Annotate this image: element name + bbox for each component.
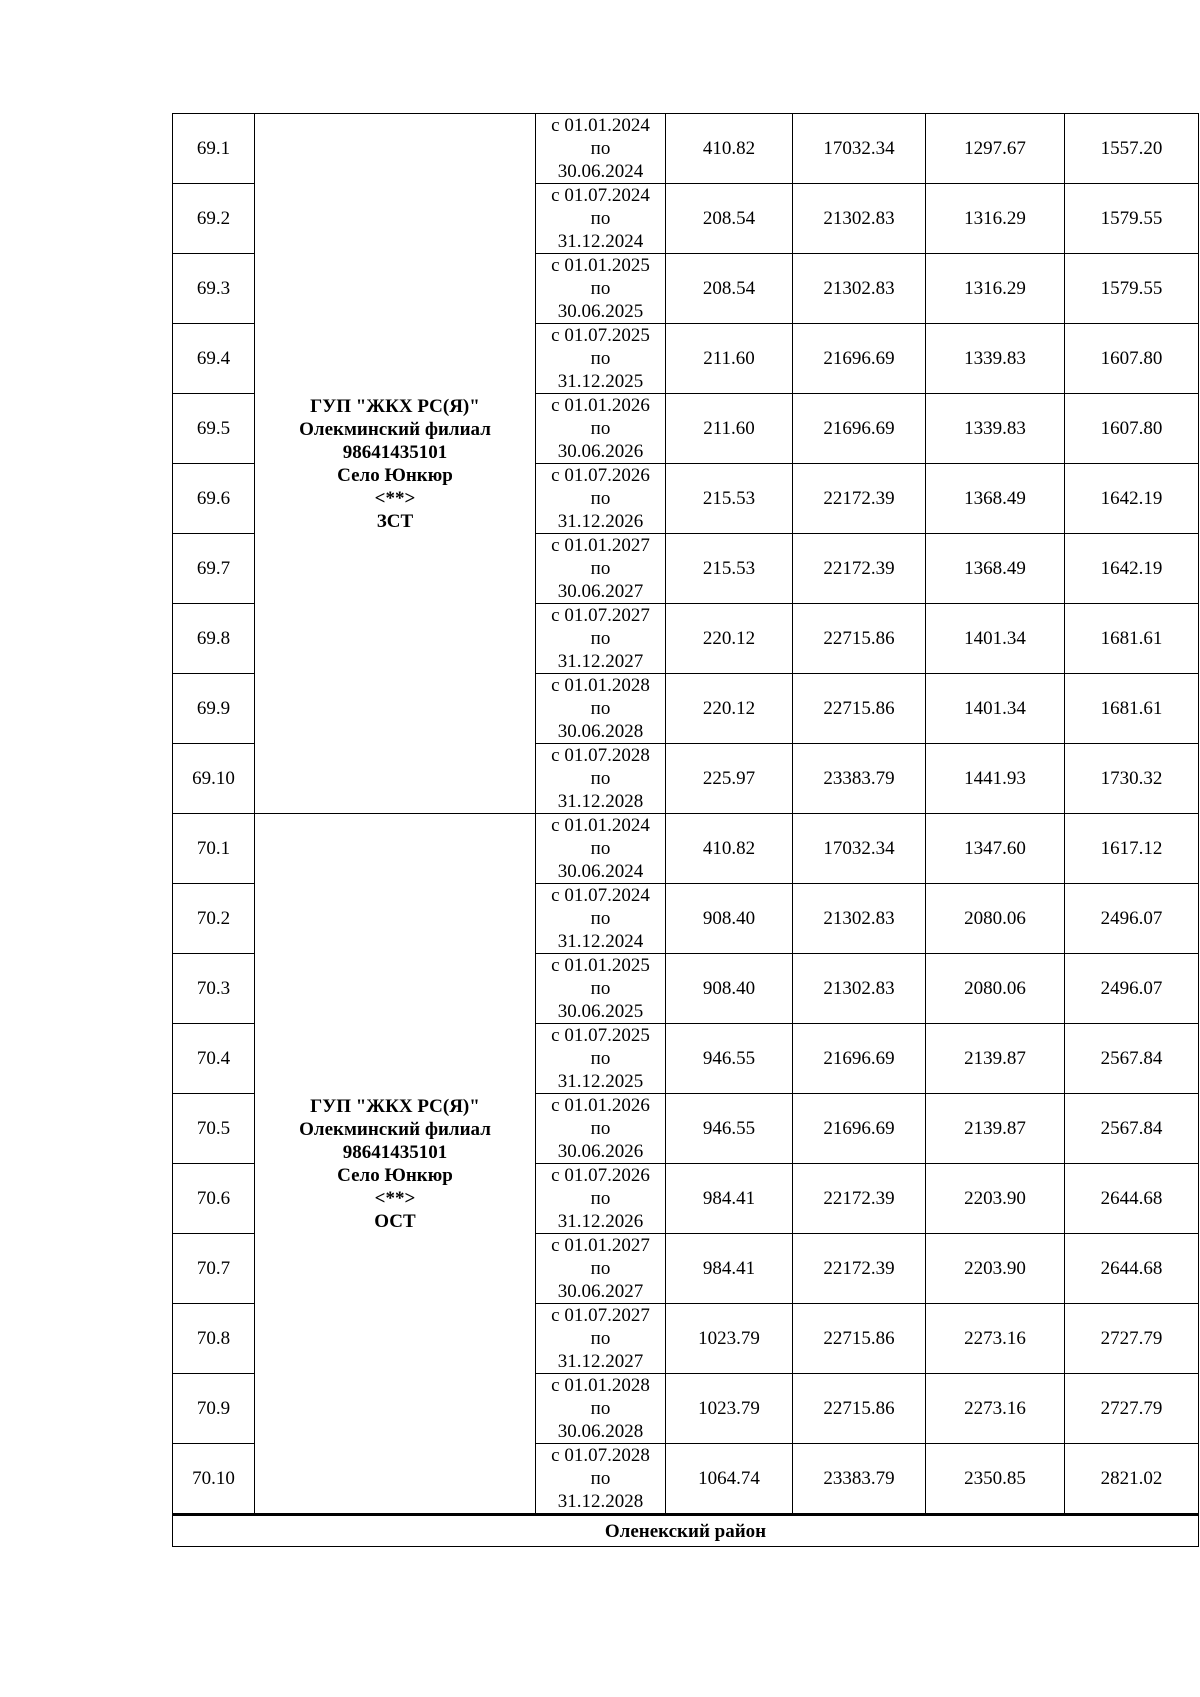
value-cell-v2: 22715.86 [793, 604, 926, 674]
value-cell-v2: 21302.83 [793, 184, 926, 254]
value-cell-v4: 1579.55 [1065, 184, 1199, 254]
period-line: 31.12.2024 [557, 231, 644, 252]
period-line: с 01.01.2025 [551, 255, 650, 276]
period-line: 30.06.2026 [557, 441, 644, 462]
period-line: 31.12.2028 [557, 791, 644, 812]
value-cell-v3: 1316.29 [926, 184, 1065, 254]
value-cell-v2: 22715.86 [793, 1374, 926, 1444]
row-number: 70.7 [173, 1234, 255, 1304]
period-line: 30.06.2025 [557, 1001, 644, 1022]
period-line: с 01.07.2028 [551, 745, 650, 766]
period-cell [536, 1164, 666, 1234]
organization-line: Олекминский филиал [299, 418, 491, 440]
period-line: по [590, 488, 611, 509]
value-cell-v1: 946.55 [666, 1024, 793, 1094]
period-line: с 01.01.2028 [551, 1375, 650, 1396]
row-number: 69.6 [173, 464, 255, 534]
row-number: 70.4 [173, 1024, 255, 1094]
value-cell-v2: 23383.79 [793, 1444, 926, 1515]
period-line: с 01.01.2025 [551, 955, 650, 976]
value-cell-v3: 2139.87 [926, 1024, 1065, 1094]
value-cell-v2: 21696.69 [793, 1094, 926, 1164]
period-cell [536, 604, 666, 674]
period-cell [536, 1304, 666, 1374]
period-line: по [590, 208, 611, 229]
table-row [173, 814, 1199, 884]
value-cell-v2: 21696.69 [793, 394, 926, 464]
row-number: 69.3 [173, 254, 255, 324]
period-line: по [590, 1048, 611, 1069]
period-cell [536, 464, 666, 534]
value-cell-v3: 2350.85 [926, 1444, 1065, 1515]
period-cell [536, 534, 666, 604]
value-cell-v2: 23383.79 [793, 744, 926, 814]
period-line: по [590, 768, 611, 789]
value-cell-v1: 1023.79 [666, 1374, 793, 1444]
value-cell-v4: 1607.80 [1065, 394, 1199, 464]
period-cell [536, 814, 666, 884]
value-cell-v2: 21302.83 [793, 254, 926, 324]
value-cell-v2: 21302.83 [793, 954, 926, 1024]
period-cell [536, 1024, 666, 1094]
period-cell [536, 744, 666, 814]
value-cell-v3: 1339.83 [926, 324, 1065, 394]
organization-cell [255, 814, 536, 1515]
row-number: 70.1 [173, 814, 255, 884]
table-row [173, 114, 1199, 184]
value-cell-v4: 2727.79 [1065, 1304, 1199, 1374]
period-line: по [590, 838, 611, 859]
row-number: 69.7 [173, 534, 255, 604]
period-line: с 01.01.2027 [551, 535, 650, 556]
value-cell-v3: 1401.34 [926, 674, 1065, 744]
value-cell-v2: 22715.86 [793, 674, 926, 744]
period-line: 31.12.2026 [557, 1211, 644, 1232]
period-line: с 01.01.2028 [551, 675, 650, 696]
period-line: с 01.07.2024 [551, 185, 650, 206]
period-cell [536, 674, 666, 744]
value-cell-v3: 2203.90 [926, 1234, 1065, 1304]
value-cell-v1: 1023.79 [666, 1304, 793, 1374]
value-cell-v4: 2496.07 [1065, 884, 1199, 954]
period-line: по [590, 418, 611, 439]
period-line: 31.12.2024 [557, 931, 644, 952]
value-cell-v4: 1730.32 [1065, 744, 1199, 814]
period-line: 30.06.2028 [557, 721, 644, 742]
organization-cell [255, 114, 536, 814]
period-cell [536, 954, 666, 1024]
value-cell-v2: 22172.39 [793, 464, 926, 534]
period-line: с 01.07.2027 [551, 1305, 650, 1326]
period-line: с 01.01.2024 [551, 115, 650, 136]
row-number: 69.2 [173, 184, 255, 254]
value-cell-v1: 984.41 [666, 1234, 793, 1304]
value-cell-v3: 1441.93 [926, 744, 1065, 814]
value-cell-v1: 215.53 [666, 534, 793, 604]
period-line: с 01.01.2026 [551, 1095, 650, 1116]
organization-line: ГУП "ЖКХ РС(Я)" [310, 1095, 480, 1117]
period-line: 31.12.2028 [557, 1491, 644, 1512]
period-line: 30.06.2028 [557, 1421, 644, 1442]
value-cell-v1: 220.12 [666, 674, 793, 744]
period-line: с 01.07.2027 [551, 605, 650, 626]
organization-line: 98641435101 [342, 441, 448, 463]
value-cell-v3: 2203.90 [926, 1164, 1065, 1234]
period-line: с 01.01.2026 [551, 395, 650, 416]
organization-line: ОСТ [374, 1210, 416, 1232]
value-cell-v4: 2727.79 [1065, 1374, 1199, 1444]
period-cell [536, 254, 666, 324]
period-line: 31.12.2026 [557, 511, 644, 532]
value-cell-v3: 1339.83 [926, 394, 1065, 464]
value-cell-v1: 215.53 [666, 464, 793, 534]
organization-line: ГУП "ЖКХ РС(Я)" [310, 395, 480, 417]
value-cell-v4: 2644.68 [1065, 1234, 1199, 1304]
value-cell-v4: 2496.07 [1065, 954, 1199, 1024]
period-cell [536, 394, 666, 464]
value-cell-v2: 21696.69 [793, 1024, 926, 1094]
period-line: 31.12.2025 [557, 1071, 644, 1092]
value-cell-v2: 22715.86 [793, 1304, 926, 1374]
period-line: 30.06.2026 [557, 1141, 644, 1162]
value-cell-v4: 1681.61 [1065, 674, 1199, 744]
value-cell-v4: 1642.19 [1065, 464, 1199, 534]
value-cell-v1: 208.54 [666, 254, 793, 324]
value-cell-v3: 1368.49 [926, 464, 1065, 534]
value-cell-v3: 2273.16 [926, 1304, 1065, 1374]
value-cell-v1: 946.55 [666, 1094, 793, 1164]
value-cell-v4: 1617.12 [1065, 814, 1199, 884]
period-line: по [590, 628, 611, 649]
value-cell-v4: 1579.55 [1065, 254, 1199, 324]
row-number: 70.9 [173, 1374, 255, 1444]
tariff-table-body [173, 114, 1199, 1547]
value-cell-v2: 22172.39 [793, 1164, 926, 1234]
row-number: 69.5 [173, 394, 255, 464]
period-line: с 01.07.2026 [551, 1165, 650, 1186]
organization-line: <**> [374, 487, 416, 509]
value-cell-v4: 2821.02 [1065, 1444, 1199, 1515]
value-cell-v1: 225.97 [666, 744, 793, 814]
row-number: 69.1 [173, 114, 255, 184]
value-cell-v2: 17032.34 [793, 114, 926, 184]
period-line: по [590, 138, 611, 159]
value-cell-v3: 1316.29 [926, 254, 1065, 324]
period-line: 31.12.2025 [557, 371, 644, 392]
organization-line: Село Юнкюр [337, 464, 453, 486]
period-line: по [590, 1328, 611, 1349]
period-line: по [590, 1468, 611, 1489]
period-line: 30.06.2024 [557, 161, 644, 182]
period-line: с 01.01.2027 [551, 1235, 650, 1256]
period-line: по [590, 908, 611, 929]
value-cell-v4: 1607.80 [1065, 324, 1199, 394]
value-cell-v1: 211.60 [666, 394, 793, 464]
period-cell [536, 114, 666, 184]
value-cell-v3: 2080.06 [926, 954, 1065, 1024]
period-cell [536, 324, 666, 394]
value-cell-v4: 2567.84 [1065, 1024, 1199, 1094]
period-cell [536, 1374, 666, 1444]
row-number: 70.6 [173, 1164, 255, 1234]
row-number: 70.2 [173, 884, 255, 954]
period-cell [536, 184, 666, 254]
period-line: 31.12.2027 [557, 651, 644, 672]
period-line: 30.06.2027 [557, 1281, 644, 1302]
value-cell-v1: 211.60 [666, 324, 793, 394]
period-line: по [590, 1398, 611, 1419]
organization-line: Село Юнкюр [337, 1164, 453, 1186]
value-cell-v2: 17032.34 [793, 814, 926, 884]
value-cell-v3: 2080.06 [926, 884, 1065, 954]
period-line: с 01.07.2026 [551, 465, 650, 486]
period-line: 30.06.2024 [557, 861, 644, 882]
organization-line: <**> [374, 1187, 416, 1209]
period-cell [536, 884, 666, 954]
value-cell-v1: 984.41 [666, 1164, 793, 1234]
period-line: по [590, 1118, 611, 1139]
value-cell-v1: 908.40 [666, 884, 793, 954]
value-cell-v2: 21302.83 [793, 884, 926, 954]
row-number: 70.10 [173, 1444, 255, 1515]
value-cell-v3: 1347.60 [926, 814, 1065, 884]
tariff-table [172, 113, 1199, 1547]
period-line: по [590, 348, 611, 369]
period-line: 31.12.2027 [557, 1351, 644, 1372]
value-cell-v2: 21696.69 [793, 324, 926, 394]
row-number: 70.8 [173, 1304, 255, 1374]
period-line: по [590, 1188, 611, 1209]
value-cell-v4: 2644.68 [1065, 1164, 1199, 1234]
value-cell-v2: 22172.39 [793, 534, 926, 604]
organization-line: Олекминский филиал [299, 1118, 491, 1140]
row-number: 69.10 [173, 744, 255, 814]
period-line: с 01.07.2025 [551, 1025, 650, 1046]
row-number: 69.4 [173, 324, 255, 394]
value-cell-v3: 2139.87 [926, 1094, 1065, 1164]
value-cell-v3: 1368.49 [926, 534, 1065, 604]
value-cell-v1: 908.40 [666, 954, 793, 1024]
value-cell-v3: 1401.34 [926, 604, 1065, 674]
period-line: 30.06.2027 [557, 581, 644, 602]
period-line: по [590, 278, 611, 299]
period-line: по [590, 978, 611, 999]
period-line: по [590, 1258, 611, 1279]
value-cell-v1: 1064.74 [666, 1444, 793, 1515]
section-title: Оленекский район [173, 1515, 1199, 1547]
period-line: по [590, 698, 611, 719]
value-cell-v1: 208.54 [666, 184, 793, 254]
value-cell-v2: 22172.39 [793, 1234, 926, 1304]
value-cell-v1: 220.12 [666, 604, 793, 674]
value-cell-v4: 2567.84 [1065, 1094, 1199, 1164]
value-cell-v1: 410.82 [666, 114, 793, 184]
value-cell-v3: 1297.67 [926, 114, 1065, 184]
period-line: с 01.07.2024 [551, 885, 650, 906]
value-cell-v3: 2273.16 [926, 1374, 1065, 1444]
period-cell [536, 1444, 666, 1515]
value-cell-v4: 1642.19 [1065, 534, 1199, 604]
period-cell [536, 1094, 666, 1164]
organization-line: 98641435101 [342, 1141, 448, 1163]
value-cell-v4: 1681.61 [1065, 604, 1199, 674]
row-number: 70.5 [173, 1094, 255, 1164]
period-line: с 01.07.2028 [551, 1445, 650, 1466]
organization-line: ЗСТ [376, 510, 414, 532]
period-line: с 01.07.2025 [551, 325, 650, 346]
period-line: по [590, 558, 611, 579]
row-number: 69.8 [173, 604, 255, 674]
value-cell-v1: 410.82 [666, 814, 793, 884]
period-line: 30.06.2025 [557, 301, 644, 322]
period-cell [536, 1234, 666, 1304]
row-number: 69.9 [173, 674, 255, 744]
section-row [173, 1515, 1199, 1547]
period-line: с 01.01.2024 [551, 815, 650, 836]
row-number: 70.3 [173, 954, 255, 1024]
value-cell-v4: 1557.20 [1065, 114, 1199, 184]
